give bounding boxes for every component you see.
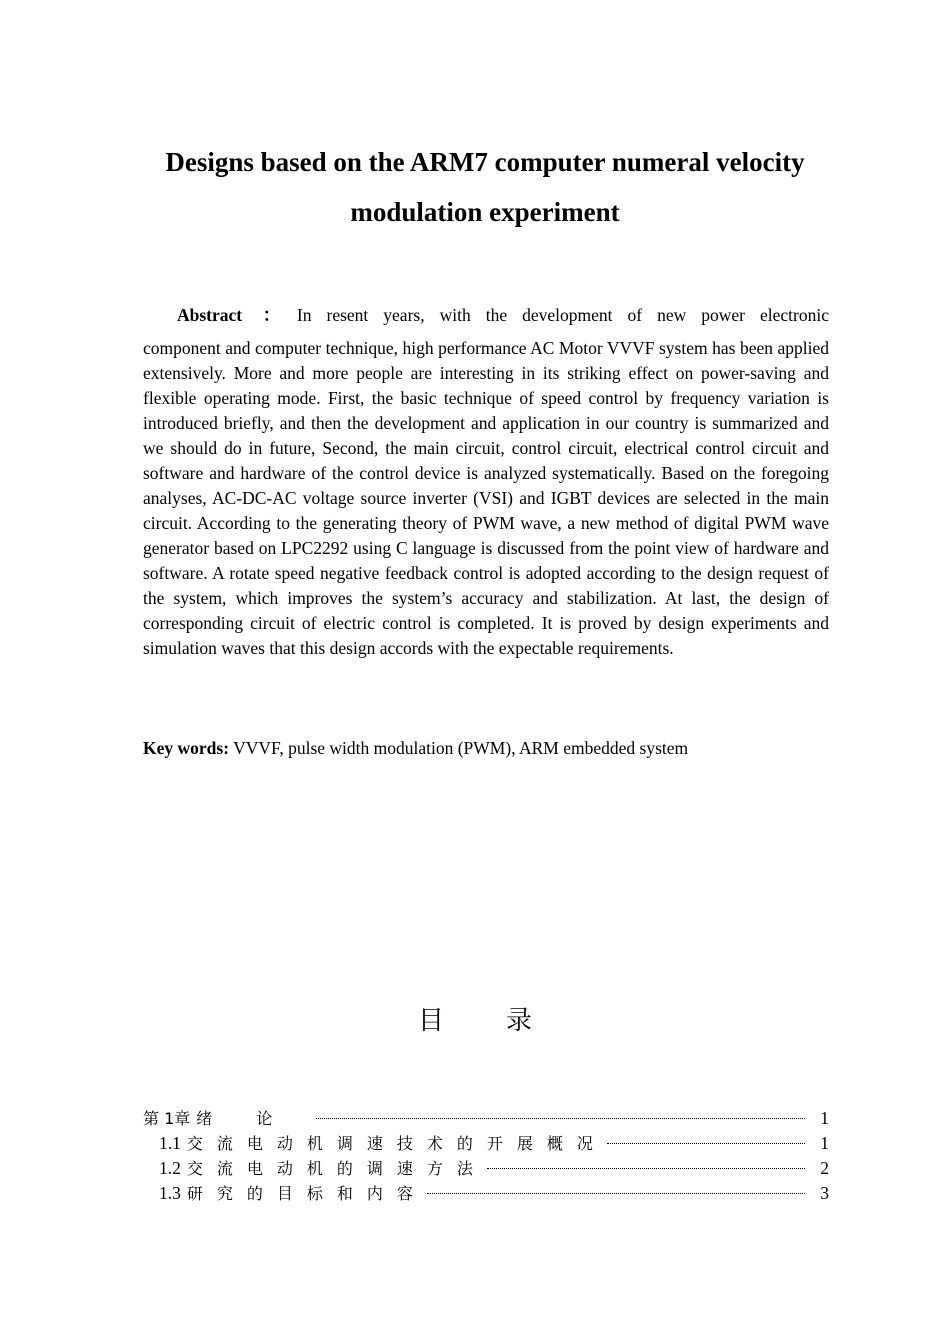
keywords-separator: : (223, 738, 230, 758)
toc-entry-1-2[interactable] (143, 1156, 829, 1181)
paper-title: Designs based on the ARM7 computer numeral velocity modulation experiment (165, 147, 805, 227)
abstract-lead-text: In resent years, with the development of new power electronic (296, 305, 829, 325)
toc-entry-number: 1.3 (159, 1183, 181, 1203)
keywords-value: VVVF, pulse width modulation (PWM), ARM embedded system (233, 738, 689, 758)
toc-entry-number: 1.1 (159, 1133, 181, 1153)
toc-dot-leader (487, 1168, 805, 1169)
toc-dot-leader (607, 1143, 805, 1144)
toc-entry-page: 1 (820, 1133, 829, 1153)
toc-entry-title: 交流电动机调速技术的开展概况 (186, 1134, 607, 1153)
keywords-label: Key words (143, 738, 224, 758)
abstract-colon: ： (252, 305, 291, 325)
toc-dot-leader (316, 1118, 805, 1119)
keywords-line (143, 736, 829, 761)
toc-entry-title: 绪论 (196, 1109, 317, 1128)
abstract-block (143, 303, 829, 661)
abstract-label: Abstract (177, 305, 243, 325)
table-of-contents (143, 1106, 829, 1206)
toc-entry-number: 第 1章 (143, 1109, 191, 1128)
toc-entry-title: 研究的目标和内容 (186, 1184, 427, 1203)
toc-entry-1-3[interactable] (143, 1181, 829, 1206)
toc-dot-leader (427, 1193, 805, 1194)
toc-entry-1-1[interactable] (143, 1131, 829, 1156)
toc-entry-chapter-1[interactable] (143, 1106, 829, 1131)
toc-entry-title: 交流电动机的调速方法 (186, 1159, 487, 1178)
toc-entry-page: 3 (820, 1183, 829, 1203)
toc-entry-page: 2 (820, 1158, 829, 1178)
toc-entry-page: 1 (820, 1108, 829, 1128)
toc-title: 目录 (417, 1006, 594, 1036)
abstract-first-line (143, 303, 829, 328)
abstract-body: component and computer technique, high performance AC Motor VVVF system has been applied extensively. More and more people are interesting in its striking effect on power-saving and flexible operating mode. First, the basic technique of speed control by frequency variation is introduced briefly, and then the development and application in our country is summarized and we should do in future, Second, the main circuit, control circuit, electrical control circuit and software and hardware of the control device is analyzed systematically. Based on the foregoing analyses, AC-DC-AC voltage source inverter (VSI) and IGBT devices are selected in the main circuit. According to the generating theory of PWM wave, a new method of digital PWM wave generator based on LPC2292 using C language is discussed from the point view of hardware and software. A rotate speed negative feedback control is adopted according to the design request of the system, which improves the system’s accuracy and stabilization. At last, the design of corresponding circuit of electric control is completed. It is proved by design experiments and simulation waves that this design accords with the expectable requirements. (143, 338, 829, 658)
toc-entry-number: 1.2 (159, 1158, 181, 1178)
